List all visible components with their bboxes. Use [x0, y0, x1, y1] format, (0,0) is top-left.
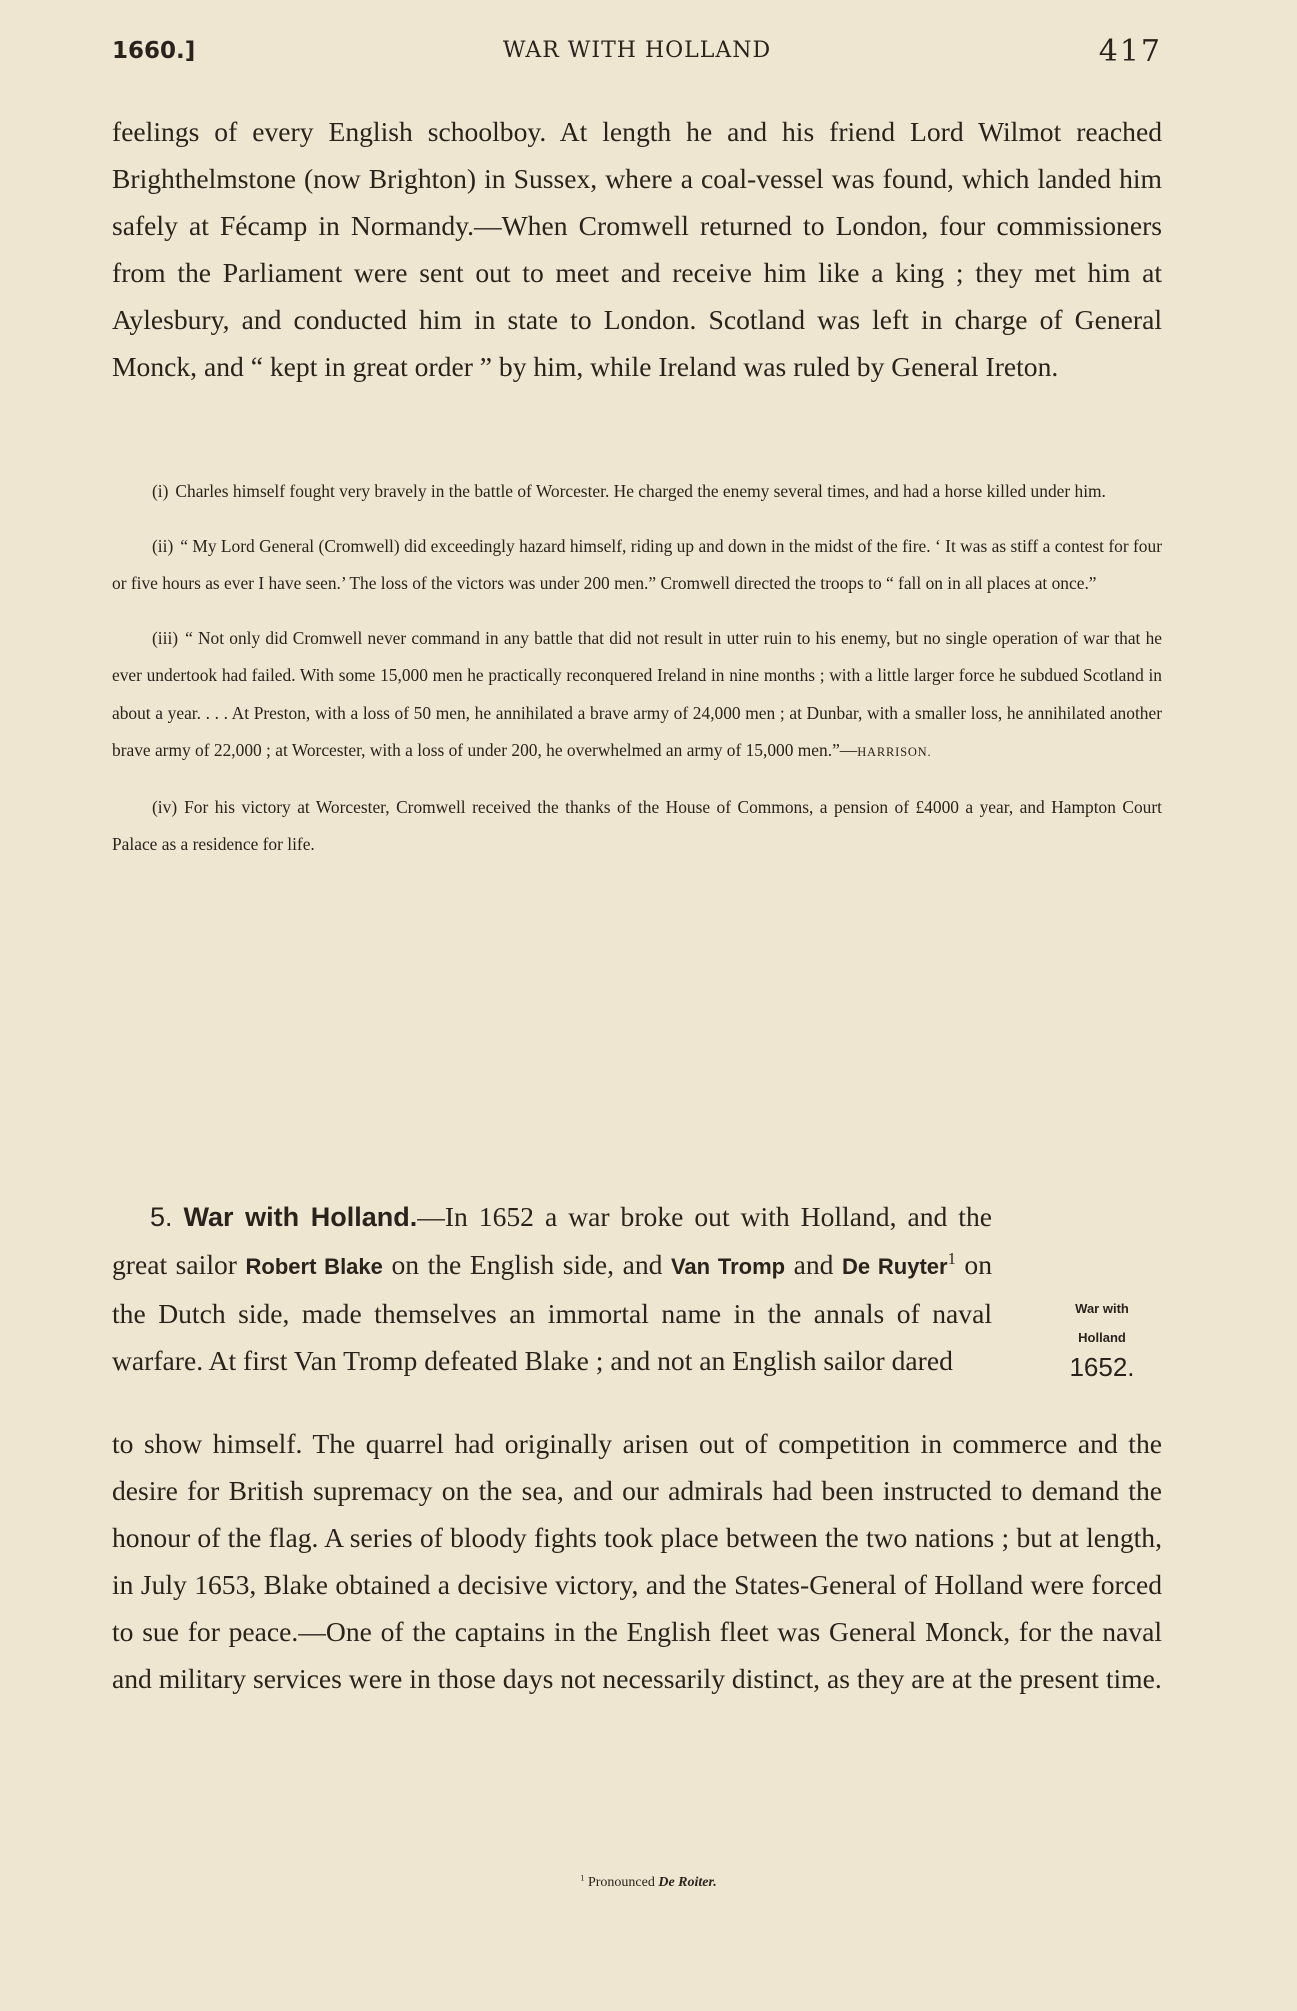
section-heading: War with Holland. [183, 1202, 418, 1232]
section-intro-3: and [793, 1249, 834, 1280]
section-continuation [112, 1420, 1162, 1702]
section-war-with-holland [112, 1193, 992, 1384]
note-label: (i) [152, 481, 169, 501]
name-robert-blake: Robert Blake [245, 1254, 383, 1279]
margin-note [1032, 1300, 1172, 1382]
section-intro-2: on the English side, and [391, 1249, 663, 1280]
running-head [112, 34, 1162, 78]
name-van-tromp: Van Tromp [670, 1254, 786, 1279]
note-label: (iii) [152, 627, 179, 648]
main-paragraph: feelings of every English schoolboy. At length he and his friend Lord Wilmot reached Brighthelmstone (now Brighton) in Sussex, where a coal-vessel was found, which landed him safely at Fécamp in Normandy.—When Cromwell returned to London, four commissioners from the Parliament were sent out to meet and receive him like a king ; they met him at Aylesbury, and conducted him in state to London. Scotland was left in charge of General Monck, and “ kept in great order ” by him, while Ireland was ruled by General Ireton. [112, 116, 1162, 382]
name-de-ruyter: De Ruyter [842, 1254, 948, 1279]
note-text: “ My Lord General (Cromwell) did exceedingly hazard himself, riding up and down in the midst of the fire. ‘ It was as stiff a contest for four or five hours as ever I have seen.’ The loss of the victors was under 200 men.” Cromwell directed the troops to “ fall on in all places at once.” [112, 535, 1162, 593]
note-text: “ Not only did Cromwell never command in any battle that did not result in utter ruin to his enemy, but no single operation of war that he ever undertook had failed. With some 15,000 men he practically reconquered Ireland in nine months ; with a little larger force he subdued Scotland in about a year. . . . At Preston, with a loss of 50 men, he annihilated a brave army of 24,000 men ; at Dunbar, with a smaller loss, he annihilated another brave army of 22,000 ; at Worcester, with a loss of under 200, he overwhelmed an army of 15,000 men.”— [112, 627, 1162, 760]
note-text: Charles himself fought very bravely in the battle of Worcester. He charged the enemy several times, and had a horse killed under him. [175, 481, 1106, 501]
note-label: (iv) [152, 796, 178, 817]
note-text: For his victory at Worcester, Cromwell received the thanks of the House of Commons, a pension of £4000 a year, and Hampton Court Palace as a residence for life. [112, 796, 1162, 854]
running-head-title: WAR WITH HOLLAND [502, 38, 772, 63]
section-intro-1: —In 1652 a war broke out with Holland, and the great sailor [112, 1201, 992, 1280]
footnote [0, 1875, 1297, 1891]
main-text-block [112, 108, 1162, 390]
note-i [112, 473, 1162, 511]
section-number: 5. [150, 1202, 173, 1232]
section-intro-4: on the Dutch side, made themselves an immortal name in the annals of naval warfare. At first Van Tromp defeated Blake ; and not an English sailor dared [112, 1249, 993, 1376]
section-rest-paragraph: to show himself. The quarrel had originally arisen out of competition in commerce and the desire for British supremacy on the sea, and our admirals had been instructed to demand the honour of the flag. A series of bloody fights took place between the two nations ; but at length, in July 1653, Blake obtained a decisive victory, and the States-General of Holland were forced to sue for peace.—One of the captains in the English fleet was General Monck, for the naval and military services were in those days not necessarily distinct, as they are at the present time. [112, 1428, 1162, 1694]
page-number: 417 [1098, 34, 1162, 69]
note-iii [112, 620, 1162, 772]
margin-note-year: 1652. [1069, 1352, 1135, 1382]
footnote-text: Pronounced [587, 1875, 655, 1890]
margin-note-line2: Holland [1078, 1330, 1126, 1345]
note-iv [112, 789, 1162, 864]
section-opening [112, 1193, 992, 1384]
note-ii [112, 528, 1162, 603]
running-head-date: 1660.] [112, 38, 196, 64]
footnote-number: 1 [580, 1873, 585, 1883]
footnote-marker: 1 [947, 1248, 956, 1268]
margin-note-line1: War with [1075, 1301, 1129, 1316]
footnote-term: De Roiter. [658, 1875, 717, 1890]
notes-block [112, 473, 1162, 881]
note-label: (ii) [152, 535, 174, 556]
note-attribution: HARRISON. [857, 745, 932, 759]
